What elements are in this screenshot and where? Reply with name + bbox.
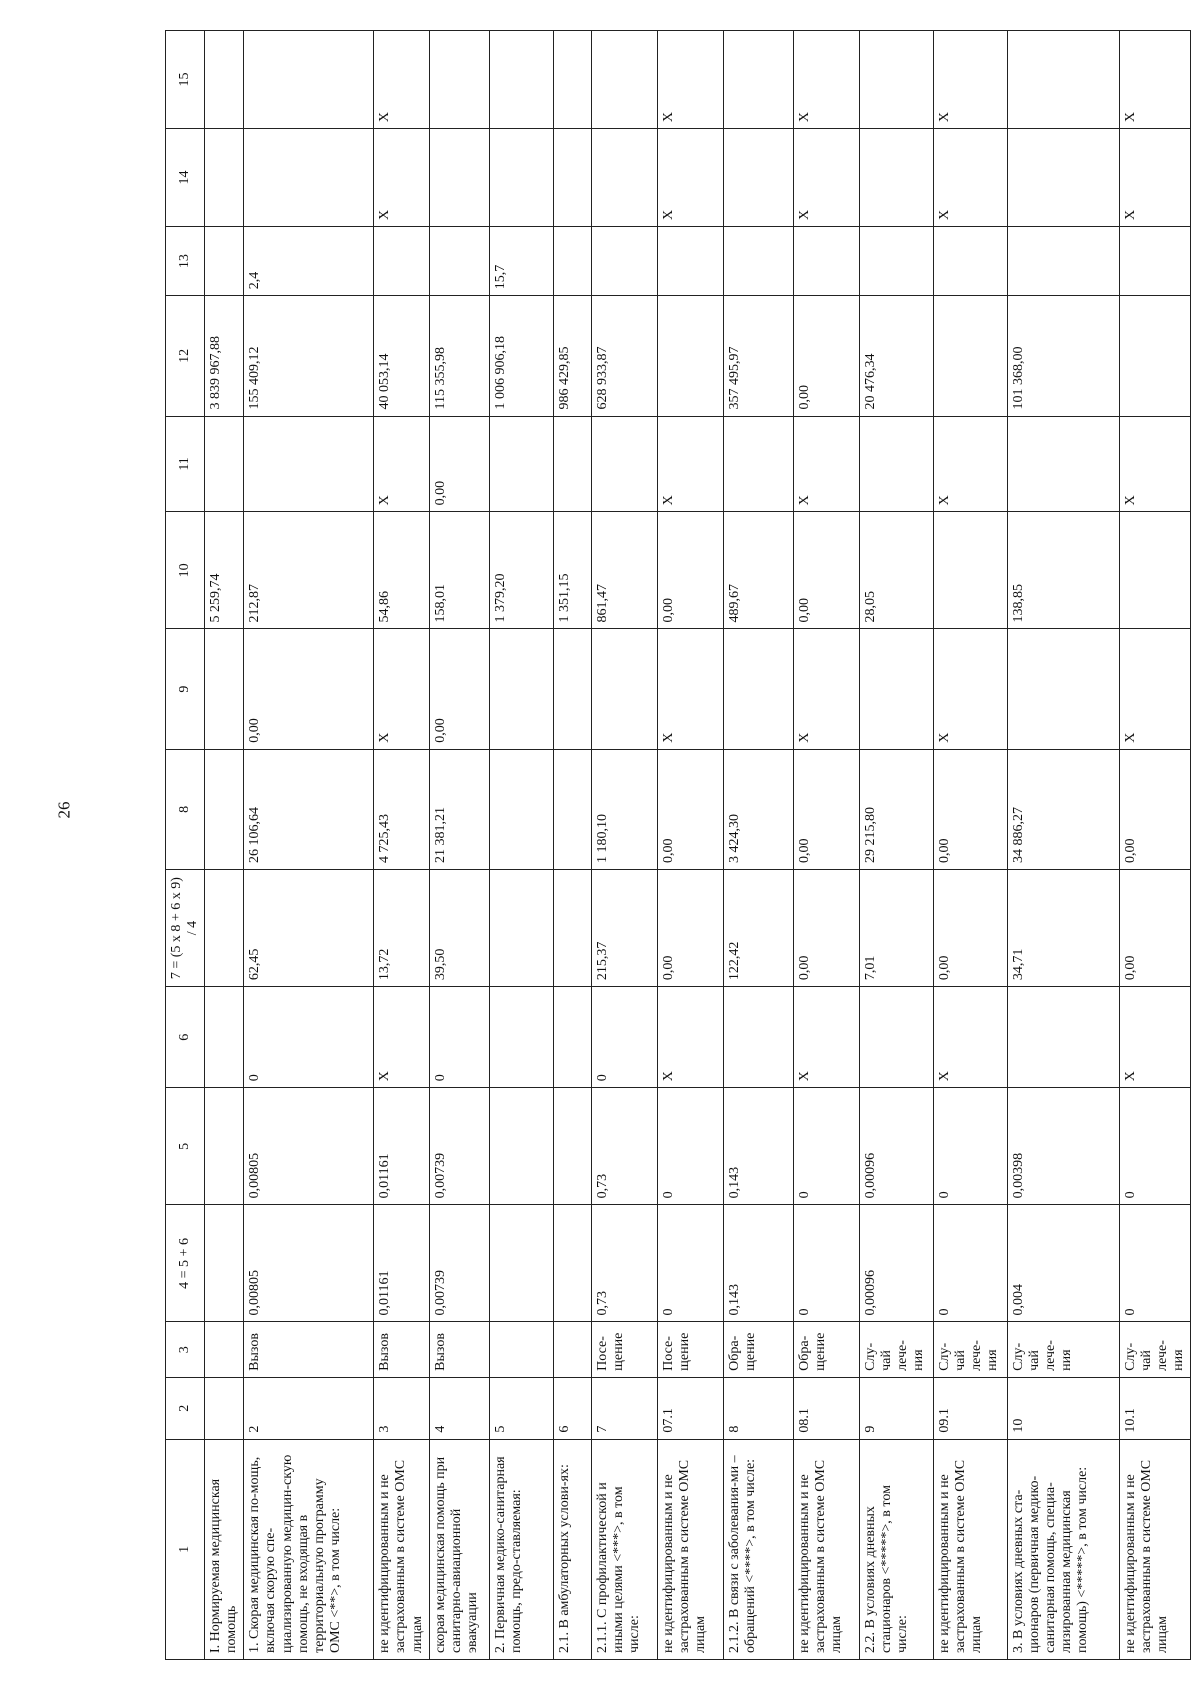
table-cell: X <box>933 416 1007 512</box>
column-header-9: 9 <box>166 629 205 749</box>
table-cell: X <box>657 987 723 1088</box>
table-cell: 10.1 <box>1119 1377 1190 1439</box>
table-cell: 357 495,97 <box>723 296 793 416</box>
table-cell: X <box>657 129 723 227</box>
table-cell <box>723 416 793 512</box>
table-cell: X <box>374 629 429 749</box>
table-cell: X <box>933 987 1007 1088</box>
table-cell: 0 <box>657 1088 723 1205</box>
table-row <box>489 31 553 1660</box>
table-cell: 2,4 <box>244 227 374 296</box>
table-cell <box>1007 31 1119 129</box>
row-label: скорая медицинская помощь при санитарно-авиационной эвакуации <box>429 1439 489 1659</box>
table-row <box>244 31 374 1660</box>
table-cell <box>657 296 723 416</box>
table-cell: 7,01 <box>859 870 933 987</box>
table-cell: 0,004 <box>1007 1205 1119 1322</box>
table-cell: 158,01 <box>429 512 489 629</box>
table-cell <box>489 987 553 1088</box>
table-row <box>859 31 933 1660</box>
table-cell: 0,01161 <box>374 1205 429 1322</box>
table-row <box>933 31 1007 1660</box>
row-label: 2. Первичная медико-санитарная помощь, предо-ставляемая: <box>489 1439 553 1659</box>
table-cell <box>859 629 933 749</box>
table-cell: 28,05 <box>859 512 933 629</box>
column-header-8: 8 <box>166 749 205 869</box>
table-cell: 101 368,00 <box>1007 296 1119 416</box>
row-label: 2.1.1. С профилактической и иными целями <***>, в том числе: <box>591 1439 657 1659</box>
row-label: 2.1.2. В связи с заболевания-ми – обращений <****>, в том числе: <box>723 1439 793 1659</box>
table-cell: 0 <box>1119 1205 1190 1322</box>
column-header-1: 1 <box>166 1439 205 1659</box>
table-cell: 2 <box>244 1377 374 1439</box>
table-cell: X <box>657 416 723 512</box>
table-cell: Слу-чай лече-ния <box>859 1322 933 1377</box>
table-cell <box>553 416 591 512</box>
table-cell <box>657 227 723 296</box>
table-cell <box>553 870 591 987</box>
table-cell: 0 <box>793 1088 859 1205</box>
table-cell <box>1119 227 1190 296</box>
table-cell <box>793 227 859 296</box>
table-row <box>723 31 793 1660</box>
table-cell: 0,143 <box>723 1088 793 1205</box>
table-cell <box>1119 296 1190 416</box>
table-cell: 0,00 <box>793 749 859 869</box>
table-cell: 0,00096 <box>859 1205 933 1322</box>
row-label: не идентифицированным и не застрахованным в системе ОМС лицам <box>657 1439 723 1659</box>
column-header-7: 7 = (5 x 8 + 6 x 9) / 4 <box>166 870 205 987</box>
table-cell: 0,00 <box>1119 870 1190 987</box>
table-cell: 5 259,74 <box>205 512 244 629</box>
table-cell: 0 <box>1119 1088 1190 1205</box>
table-cell: 10 <box>1007 1377 1119 1439</box>
column-header-3: 3 <box>166 1322 205 1377</box>
table-cell <box>1119 512 1190 629</box>
table-cell: Вызов <box>244 1322 374 1377</box>
table-cell: 0,00 <box>793 512 859 629</box>
table-cell: 0 <box>429 987 489 1088</box>
table-cell <box>205 987 244 1088</box>
table-row <box>1119 31 1190 1660</box>
table-cell: 215,37 <box>591 870 657 987</box>
table-cell: X <box>1119 629 1190 749</box>
column-header-14: 14 <box>166 129 205 227</box>
table-cell <box>205 227 244 296</box>
table-cell: 34,71 <box>1007 870 1119 987</box>
table-cell: 0,00805 <box>244 1205 374 1322</box>
rotated-table-container <box>165 30 1186 1660</box>
table-cell: 0,00398 <box>1007 1088 1119 1205</box>
table-cell <box>489 31 553 129</box>
table-cell: X <box>933 629 1007 749</box>
table-cell: 628 933,87 <box>591 296 657 416</box>
column-header-6: 6 <box>166 987 205 1088</box>
table-cell: 0,73 <box>591 1088 657 1205</box>
table-cell <box>553 749 591 869</box>
table-cell <box>489 870 553 987</box>
table-cell: 0,00 <box>429 629 489 749</box>
table-cell <box>205 416 244 512</box>
table-cell: 0,00 <box>793 870 859 987</box>
table-cell: X <box>1119 31 1190 129</box>
table-cell: 0,00 <box>657 512 723 629</box>
table-cell: 0,00 <box>1119 749 1190 869</box>
table-cell: 0,00 <box>657 749 723 869</box>
table-cell: 09.1 <box>933 1377 1007 1439</box>
table-cell: 489,67 <box>723 512 793 629</box>
table-cell: 1 180,10 <box>591 749 657 869</box>
table-cell <box>489 416 553 512</box>
table-cell: Обра-щение <box>723 1322 793 1377</box>
table-cell <box>859 31 933 129</box>
table-cell <box>205 1205 244 1322</box>
table-cell: X <box>374 416 429 512</box>
table-cell: 20 476,34 <box>859 296 933 416</box>
table-cell: 0,00 <box>793 296 859 416</box>
table-cell <box>553 987 591 1088</box>
table-cell <box>859 416 933 512</box>
table-cell: 0,01161 <box>374 1088 429 1205</box>
table-cell <box>933 296 1007 416</box>
table-cell: Слу-чай лече-ния <box>1007 1322 1119 1377</box>
table-cell <box>489 1322 553 1377</box>
table-cell: Вызов <box>429 1322 489 1377</box>
table-cell: 4 725,43 <box>374 749 429 869</box>
table-cell <box>933 512 1007 629</box>
table-cell: Слу-чай лече-ния <box>933 1322 1007 1377</box>
column-header-13: 13 <box>166 227 205 296</box>
table-cell: 0,00 <box>244 629 374 749</box>
table-cell <box>723 31 793 129</box>
table-cell <box>933 227 1007 296</box>
table-cell: 1 379,20 <box>489 512 553 629</box>
column-header-10: 10 <box>166 512 205 629</box>
table-cell: 6 <box>553 1377 591 1439</box>
table-cell: 155 409,12 <box>244 296 374 416</box>
table-cell: 1 351,15 <box>553 512 591 629</box>
table-cell: 7 <box>591 1377 657 1439</box>
table-cell <box>244 31 374 129</box>
table-cell: X <box>657 31 723 129</box>
table-cell: 08.1 <box>793 1377 859 1439</box>
table-cell: 54,86 <box>374 512 429 629</box>
table-cell: 1 006 906,18 <box>489 296 553 416</box>
row-label: не идентифицированным и не застрахованным в системе ОМС лицам <box>933 1439 1007 1659</box>
table-cell <box>1007 987 1119 1088</box>
table-cell: X <box>793 416 859 512</box>
table-cell: 8 <box>723 1377 793 1439</box>
table-cell: 0,00 <box>933 870 1007 987</box>
table-cell <box>723 129 793 227</box>
table-cell <box>489 129 553 227</box>
table-row <box>374 31 429 1660</box>
table-cell <box>205 749 244 869</box>
table-cell <box>205 31 244 129</box>
table-cell: X <box>933 129 1007 227</box>
table-cell: 39,50 <box>429 870 489 987</box>
row-label: не идентифицированным и не застрахованным в системе ОМС лицам <box>793 1439 859 1659</box>
table-cell <box>1007 129 1119 227</box>
data-table <box>165 30 1191 1660</box>
table-row <box>793 31 859 1660</box>
table-cell <box>244 129 374 227</box>
row-label: I. Нормируемая медицинская помощь <box>205 1439 244 1659</box>
table-cell <box>205 129 244 227</box>
table-cell: 3 <box>374 1377 429 1439</box>
table-cell: Обра-щение <box>793 1322 859 1377</box>
table-cell <box>429 129 489 227</box>
table-cell: 0,73 <box>591 1205 657 1322</box>
table-cell: X <box>793 31 859 129</box>
table-cell: 0 <box>591 987 657 1088</box>
table-cell: X <box>374 129 429 227</box>
column-header-11: 11 <box>166 416 205 512</box>
table-cell: 9 <box>859 1377 933 1439</box>
table-cell: Посе-щение <box>657 1322 723 1377</box>
row-label: 1. Скорая медицинская по-мощь, включая скорую спе-циализированную медицин-скую помощь, не входящая в территориальную программу ОМС <**>, в том числе: <box>244 1439 374 1659</box>
table-cell: 0 <box>657 1205 723 1322</box>
table-cell <box>723 227 793 296</box>
table-cell: 0 <box>933 1088 1007 1205</box>
table-cell: 212,87 <box>244 512 374 629</box>
table-cell <box>205 629 244 749</box>
table-row <box>657 31 723 1660</box>
table-cell: 29 215,80 <box>859 749 933 869</box>
table-cell: Посе-щение <box>591 1322 657 1377</box>
table-cell <box>429 227 489 296</box>
table-cell <box>244 416 374 512</box>
table-cell: 40 053,14 <box>374 296 429 416</box>
column-header-12: 12 <box>166 296 205 416</box>
table-cell: Слу-чай лече-ния <box>1119 1322 1190 1377</box>
table-header-row <box>166 31 205 1660</box>
table-cell <box>205 1088 244 1205</box>
table-cell: 15,7 <box>489 227 553 296</box>
table-cell: 34 886,27 <box>1007 749 1119 869</box>
column-header-5: 5 <box>166 1088 205 1205</box>
page-number: 26 <box>54 801 74 819</box>
table-cell <box>205 1377 244 1439</box>
table-cell: X <box>657 629 723 749</box>
table-cell: 13,72 <box>374 870 429 987</box>
table-cell: 986 429,85 <box>553 296 591 416</box>
table-cell: 0,00 <box>429 416 489 512</box>
row-label: 2.2. В условиях дневных стационаров <*****>, в том числе: <box>859 1439 933 1659</box>
column-header-15: 15 <box>166 31 205 129</box>
column-header-4: 4 = 5 + 6 <box>166 1205 205 1322</box>
table-cell: 861,47 <box>591 512 657 629</box>
table-cell: 3 424,30 <box>723 749 793 869</box>
table-cell <box>553 227 591 296</box>
table-row <box>1007 31 1119 1660</box>
table-cell <box>591 227 657 296</box>
table-cell: 0 <box>793 1205 859 1322</box>
table-cell: X <box>1119 416 1190 512</box>
table-cell <box>489 1088 553 1205</box>
table-cell: 138,85 <box>1007 512 1119 629</box>
table-cell: 0 <box>244 987 374 1088</box>
table-cell <box>553 1205 591 1322</box>
table-cell: 0,00739 <box>429 1205 489 1322</box>
table-cell: 07.1 <box>657 1377 723 1439</box>
table-cell <box>205 1322 244 1377</box>
table-cell: 21 381,21 <box>429 749 489 869</box>
table-cell: 0,00739 <box>429 1088 489 1205</box>
table-cell <box>591 629 657 749</box>
row-label: не идентифицированным и не застрахованным в системе ОМС лицам <box>1119 1439 1190 1659</box>
table-cell: 0,143 <box>723 1205 793 1322</box>
table-cell <box>1007 629 1119 749</box>
table-cell <box>859 987 933 1088</box>
row-label: не идентифицированным и не застрахованным в системе ОМС лицам <box>374 1439 429 1659</box>
table-cell: 122,42 <box>723 870 793 987</box>
row-label: 3. В условиях дневных ста-ционаров (первичная медико-санитарная помощь, специа-лизированная медицинская помощь) <*****>, в том числе: <box>1007 1439 1119 1659</box>
table-cell: 62,45 <box>244 870 374 987</box>
table-cell <box>553 1088 591 1205</box>
table-cell: 0 <box>933 1205 1007 1322</box>
table-cell: X <box>1119 987 1190 1088</box>
table-row <box>429 31 489 1660</box>
table-row <box>553 31 591 1660</box>
table-cell: 4 <box>429 1377 489 1439</box>
table-cell: 0,00 <box>657 870 723 987</box>
table-cell: 0,00 <box>933 749 1007 869</box>
table-cell <box>591 416 657 512</box>
table-cell <box>553 1322 591 1377</box>
table-cell <box>591 129 657 227</box>
table-cell <box>723 987 793 1088</box>
table-cell <box>591 31 657 129</box>
table-cell <box>374 227 429 296</box>
table-cell: X <box>793 129 859 227</box>
table-cell: 3 839 967,88 <box>205 296 244 416</box>
table-cell <box>1007 227 1119 296</box>
table-cell: X <box>1119 129 1190 227</box>
table-cell: 5 <box>489 1377 553 1439</box>
table-cell <box>429 31 489 129</box>
table-cell <box>1007 416 1119 512</box>
table-cell <box>553 629 591 749</box>
table-cell <box>723 629 793 749</box>
table-body <box>205 31 1191 1660</box>
table-cell <box>489 1205 553 1322</box>
table-cell <box>205 870 244 987</box>
table-cell: 26 106,64 <box>244 749 374 869</box>
table-cell: 0,00805 <box>244 1088 374 1205</box>
table-cell <box>489 629 553 749</box>
table-cell <box>489 749 553 869</box>
table-cell: Вызов <box>374 1322 429 1377</box>
table-cell <box>859 227 933 296</box>
table-cell: 0,00096 <box>859 1088 933 1205</box>
table-cell: X <box>374 987 429 1088</box>
column-header-2: 2 <box>166 1377 205 1439</box>
table-cell: X <box>793 987 859 1088</box>
table-cell: X <box>933 31 1007 129</box>
table-cell <box>553 129 591 227</box>
table-cell <box>859 129 933 227</box>
table-row <box>591 31 657 1660</box>
table-cell <box>553 31 591 129</box>
table-cell: X <box>374 31 429 129</box>
table-cell: X <box>793 629 859 749</box>
table-cell: 115 355,98 <box>429 296 489 416</box>
row-label: 2.1. В амбулаторных услови-ях: <box>553 1439 591 1659</box>
table-row <box>205 31 244 1660</box>
